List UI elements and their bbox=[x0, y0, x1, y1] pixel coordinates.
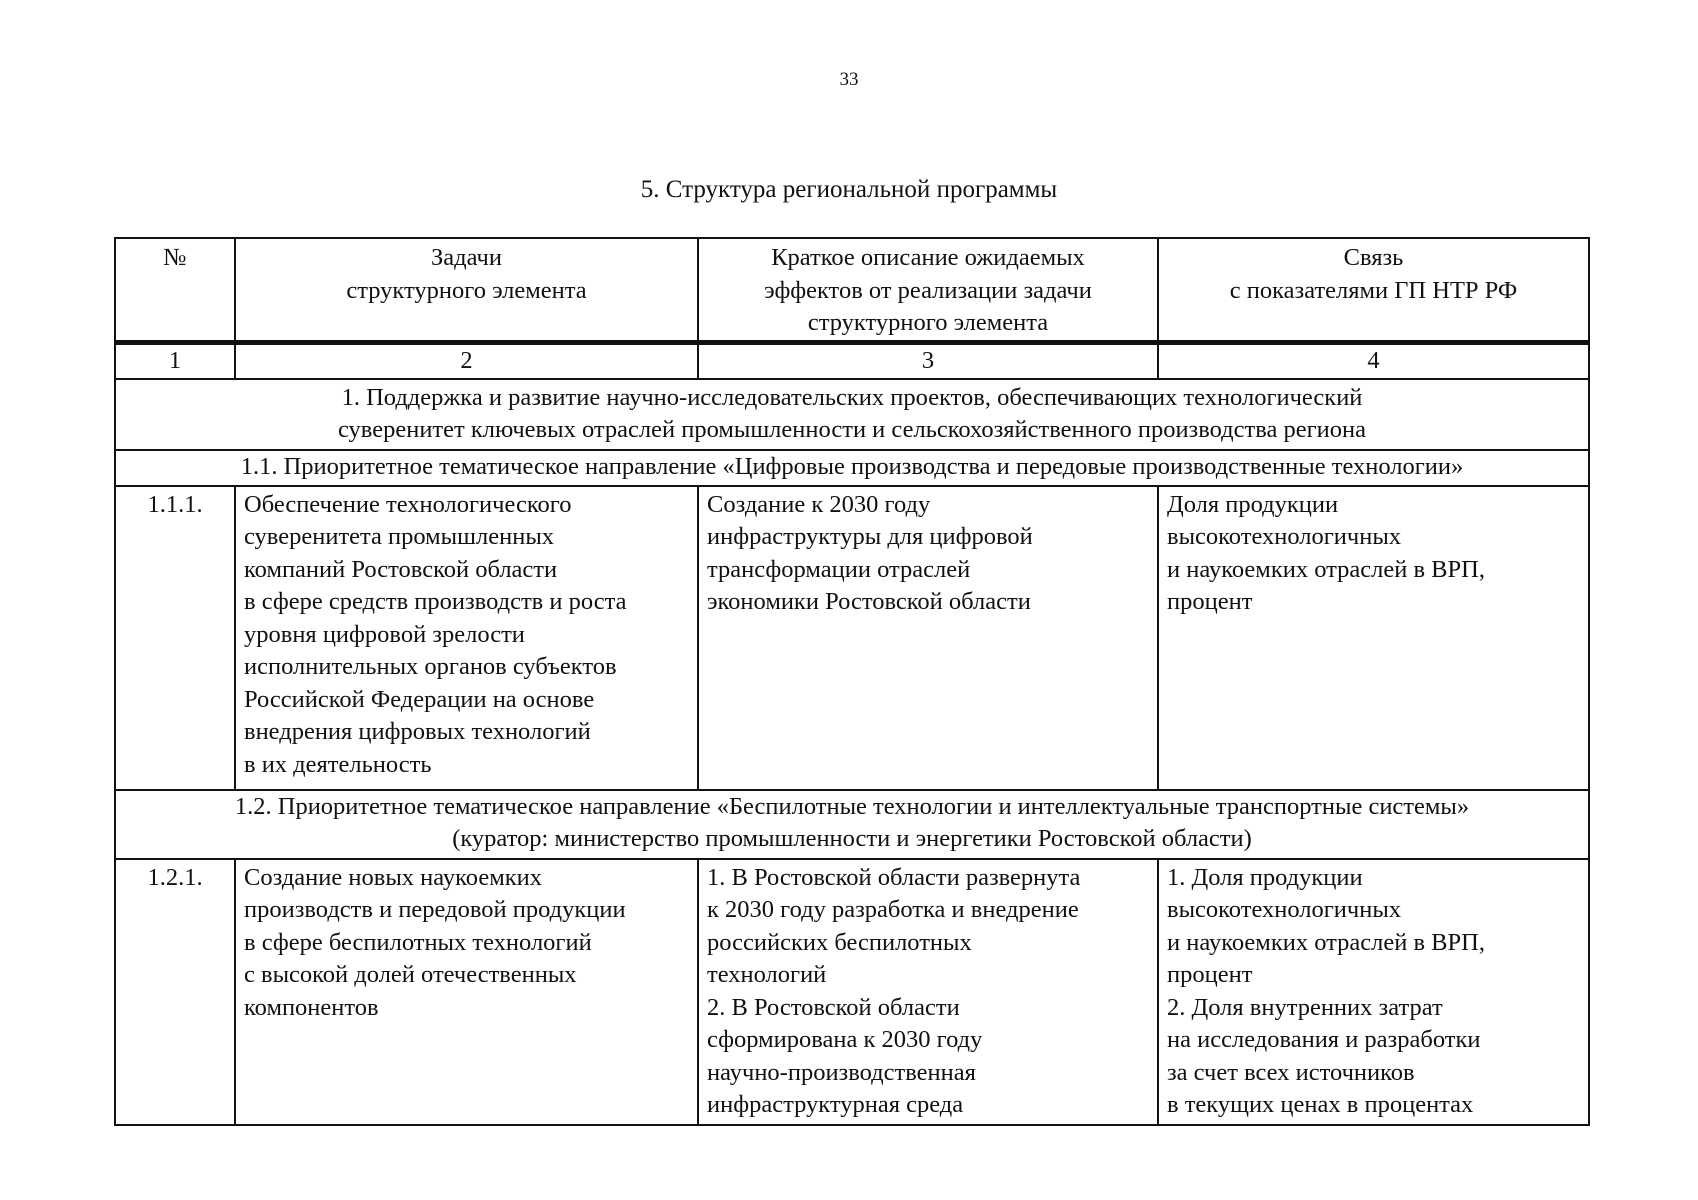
indicator-link-cell: 1. Доля продукции высокотехнологичных и наукоемких отраслей в ВРП, процент 2. Доля внутренних затрат на исследования и разработки за счет всех источников в текущих ценах в процентах bbox=[1158, 859, 1589, 1125]
table-header-row bbox=[115, 238, 1589, 343]
effects-cell: 1. В Ростовской области развернута к 2030 году разработка и внедрение российских беспилотных технологий 2. В Ростовской области сформирована к 2030 году научно-производственная инфраструктурная среда bbox=[698, 859, 1158, 1125]
column-number: 4 bbox=[1158, 343, 1589, 379]
subsection-row bbox=[115, 790, 1589, 859]
column-number: 3 bbox=[698, 343, 1158, 379]
section-row bbox=[115, 379, 1589, 450]
header-effects: Краткое описание ожидаемых эффектов от реализации задачи структурного элемента bbox=[698, 238, 1158, 343]
column-number: 1 bbox=[115, 343, 235, 379]
indicator-link-cell: Доля продукции высокотехнологичных и наукоемких отраслей в ВРП, процент bbox=[1158, 486, 1589, 790]
task-cell: Обеспечение технологического суверенитета промышленных компаний Ростовской области в сфере средств производств и роста уровня цифровой зрелости исполнительных органов субъектов Российской Федерации на основе внедрения цифровых технологий в их деятельность bbox=[235, 486, 698, 790]
header-tasks: Задачи структурного элемента bbox=[235, 238, 698, 343]
page-number: 33 bbox=[839, 69, 859, 90]
table-row bbox=[115, 486, 1589, 790]
subsection-row bbox=[115, 450, 1589, 486]
column-number: 2 bbox=[235, 343, 698, 379]
header-number: № bbox=[115, 238, 235, 343]
effects-cell: Создание к 2030 году инфраструктуры для цифровой трансформации отраслей экономики Ростовской области bbox=[698, 486, 1158, 790]
column-number-row bbox=[115, 343, 1589, 379]
header-link: Связь с показателями ГП НТР РФ bbox=[1158, 238, 1589, 343]
table-row bbox=[115, 859, 1589, 1125]
row-number: 1.1.1. bbox=[115, 486, 235, 790]
task-cell: Создание новых наукоемких производств и передовой продукции в сфере беспилотных технологий с высокой долей отечественных компонентов bbox=[235, 859, 698, 1125]
section-heading: 1. Поддержка и развитие научно-исследовательских проектов, обеспечивающих технологический суверенитет ключевых отраслей промышленности и сельскохозяйственного производства региона bbox=[115, 379, 1589, 450]
row-number: 1.2.1. bbox=[115, 859, 235, 1125]
page-title: 5. Структура региональной программы bbox=[640, 176, 1058, 203]
structure-table bbox=[114, 237, 1590, 1126]
subsection-heading: 1.1. Приоритетное тематическое направление «Цифровые производства и передовые производственные технологии» bbox=[115, 450, 1589, 486]
subsection-heading: 1.2. Приоритетное тематическое направление «Беспилотные технологии и интеллектуальные транспортные системы» (куратор: министерство промышленности и энергетики Ростовской области) bbox=[115, 790, 1589, 859]
